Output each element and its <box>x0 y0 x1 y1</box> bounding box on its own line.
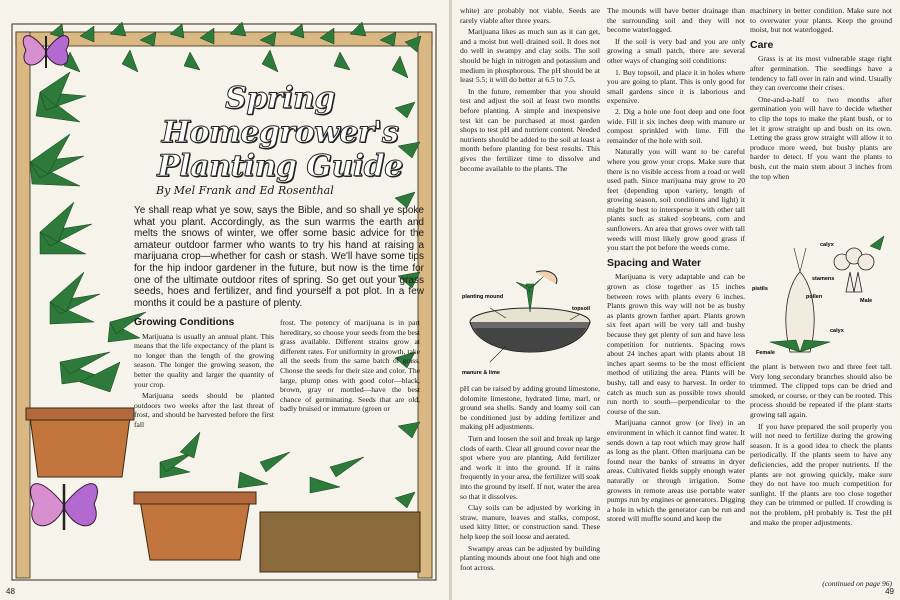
title-line-2: Homegrower's <box>161 115 399 150</box>
paragraph: Swampy areas can be adjusted by building planting mounds about one foot high and one foot across. <box>460 543 600 572</box>
butterfly-icon <box>18 26 74 76</box>
label-planting-mound: planting mound <box>462 294 504 300</box>
intro-paragraph: Ye shall reap what ye sow, says the Bible, and so shall ye spoke what you plant. Accordingly, as the sun warms the earth and melts the snows of winter, we offer some basic advice for the amateur outdoor farmer who wants to try his hand at raising a marijuana crop—whether for cash or stash. We'll have some tips for the hip indoor gardener in the future, but now is the time for one of the ultimate outdoor rites of spring. So get out your grass seeds, hoes and fertilizer, and find yourself a pot plot. In a few months it could be a pasture of plenty. <box>134 205 424 309</box>
column-5-continued <box>750 362 892 529</box>
label-calyx-2: calyx <box>830 328 844 334</box>
label-female: Female <box>756 350 775 356</box>
byline: By Mel Frank and Ed Rosenthal <box>156 184 334 197</box>
column-3-continued <box>460 384 600 574</box>
paragraph: Naturally you will want to be careful where you grow your crops. Make sure that there is no visible access from a road or well used path. Since marijuana may grow to 20 feet (depending upon variety, length of growing season, soil conditions and light) it might be best to intersperse it with other tall plants such as staked soybeans, corn and sunflowers. An area that grows over with tall weeds will most likely grow good grass if you start the pot before the weeds come. <box>607 147 745 253</box>
right-page <box>452 0 900 600</box>
label-calyx: calyx <box>820 242 834 248</box>
paragraph: Grass is at its most vulnerable stage right after germination. The seedlings have a tendency to fall over in rain and wind. Usually they can overcome their crises. <box>750 54 892 93</box>
paragraph: Marijuana cannot grow (or live) in an environment in which it cannot find water. It sends down a tap root which may grow half as long as the plant. Often marijuana can be found near the banks of streams in dryer areas. Cultivated fields supply enough water naturally or through irrigation. Some growers in remote areas use portable water pumps run by engines or generators. Digging a hole in which the generator can be run and stored will muffle sound and keep the <box>607 418 745 524</box>
growing-conditions-heading: Growing Conditions <box>134 316 235 328</box>
paragraph: frost. The potency of marijuana is in part hereditary, so choose your seeds from the best grass available. Different strains grow at different rates. For uniformity in growth, take all the seeds from the same batch of grass. Choose the seeds for their size and color. The large, plump ones with good color—black, brown, gray or mottled—have the best chance of germinating. Seeds that are old, badly bruised or immature (green or <box>280 318 420 414</box>
label-stamens: stamens <box>812 276 835 282</box>
care-heading: Care <box>750 38 774 51</box>
paragraph: white) are probably not viable. Seeds are rarely viable after three years. <box>460 6 600 25</box>
continued-note: (continued on page 96) <box>822 579 892 588</box>
label-manure-lime: manure & lime <box>462 370 500 376</box>
label-topsoil: topsoil <box>572 306 591 312</box>
list-item: 1. Buy topsoil, and place it in holes where you are going to plant. This is only good for small gardens since it is laborious and expensive. <box>607 67 745 106</box>
column-1 <box>134 312 274 432</box>
paragraph: machinery in better condition. Make sure not to overwater your plants. Keep the ground moist, but not waterlogged. <box>750 6 892 35</box>
butterfly-icon <box>24 470 104 540</box>
paragraph: Clay soils can be adjusted by working in straw, manure, leaves and stalks, compost, used kitty litter, or construction sand. These help keep the soil loose and aerated. <box>460 503 600 541</box>
paragraph: Marijuana seeds should be planted outdoors two weeks after the last threat of frost, and should be harvested before the first fall <box>134 391 274 429</box>
page-number-left: 48 <box>6 587 15 596</box>
paragraph: the plant is between two and three feet tall. Very long secondary branches should also be trimmed. The clipped tops can be dried and smoked, or course, or they can be rooted. This process should be repeated if the plant starts growing tall again. <box>750 362 892 419</box>
column-5 <box>750 6 892 183</box>
spacing-water-heading: Spacing and Water <box>607 256 702 269</box>
soil-options-list <box>607 68 745 146</box>
column-4 <box>607 6 745 526</box>
title-line-3: Planting Guide <box>157 149 403 184</box>
paragraph: If you have prepared the soil properly you will not need to fertilize during the growing season. It is a good idea to check the plants periodically. If the plants seem to have any deficiencies, add the proper nutrients. If the plants are not growing quickly, make sure they do not have too much competition for sunlight. If the plants are too close together they can be trimmed or pulled. If crowding is not the problem, pH probably is. Test the pH and make the proper adjustments. <box>750 421 892 527</box>
label-pollen: pollen <box>806 294 823 300</box>
flower-diagram-illustration <box>750 232 894 358</box>
paragraph: The mounds will have better drainage than the surrounding soil and they will not become waterlogged. <box>607 6 745 35</box>
page-number-right: 49 <box>885 587 894 596</box>
paragraph: Turn and loosen the soil and break up large clods of earth. Clear all ground cover near the spot where you are planting. Add fertilizer and work it into the ground. If it rains frequently in your area, the fertilizer will soak into the ground by itself. If not, water the area so that it dissolves. <box>460 433 601 501</box>
left-page <box>0 0 449 600</box>
label-pistils: pistils <box>752 286 768 292</box>
title-line-1: Spring <box>225 81 335 116</box>
column-3 <box>460 6 600 175</box>
paragraph: Marijuana likes as much sun as it can get, and a moist but well drained soil. It does not do well in swampy and clay soils. The soil should be high in nitrogen and potassium and medium in phosphorous. The pH should be at least 5.5; it will do better at 6.5 to 7.5. <box>460 27 600 85</box>
article-title <box>150 82 410 184</box>
column-2 <box>280 318 420 416</box>
planting-mound-illustration <box>460 262 600 380</box>
paragraph: Marijuana is very adaptable and can be grown as close together as 15 inches between rows with plants every 6 inches. Plants grown this way will not be as bushy as plants grown farther apart. Plants grown six feet apart will be very tall and bushy because they get plenty of sun and have less competition for nutrients. Spacing rows about 24 inches apart with plants about 18 inches apart seems to be the most efficient method of utilizing the area. Plants will be bushy, tall and easy to harvest. In order to catch as much sun as possible rows should run north to south—perpendicular to the course of the sun. <box>607 272 745 416</box>
paragraph: One-and-a-half to two months after germination you will have to decide whether to clip the tops to make the plant bush, or to let it grow straight up and bush on its own. Letting the grass grow straight will allow it to produce more weed, but bushy plants are harder to detect. If you want the plants to bush, cut the main stem about 3 inches from the top when <box>750 94 892 181</box>
paragraph: If the soil is very bad and you are only growing a small patch, there are several other ways of changing soil conditions: <box>607 36 745 65</box>
paragraph: Marijuana is usually an annual plant. This means that the life expectancy of the plant is no longer than the length of the growing season. The longer the growing season, the better the quality and larger the quantity of your crop. <box>134 331 274 389</box>
label-male: Male <box>860 298 873 304</box>
list-item: 2. Dig a hole one foot deep and one foot wide. Fill it six inches deep with manure or compost sprinkled with lime. Fill the remainder of the hole with soil. <box>607 106 745 145</box>
paragraph: pH can be raised by adding ground limestone, dolomite limestone, hydrated lime, marl, or ground sea shells. Sandy and loamy soil can be conditioned just by adding fertilizer and making pH adjustments. <box>460 384 600 432</box>
paragraph: In the future, remember that you should test and adjust the soil at least two months before planting. A simple and inexpensive test kit can be purchased at most garden shops to test pH and nutrient content. Needed nutrients should be added to the soil at least a month before planting for best results. This gives the fertilizer time to dissolve and become available to the plants. The <box>460 86 600 173</box>
